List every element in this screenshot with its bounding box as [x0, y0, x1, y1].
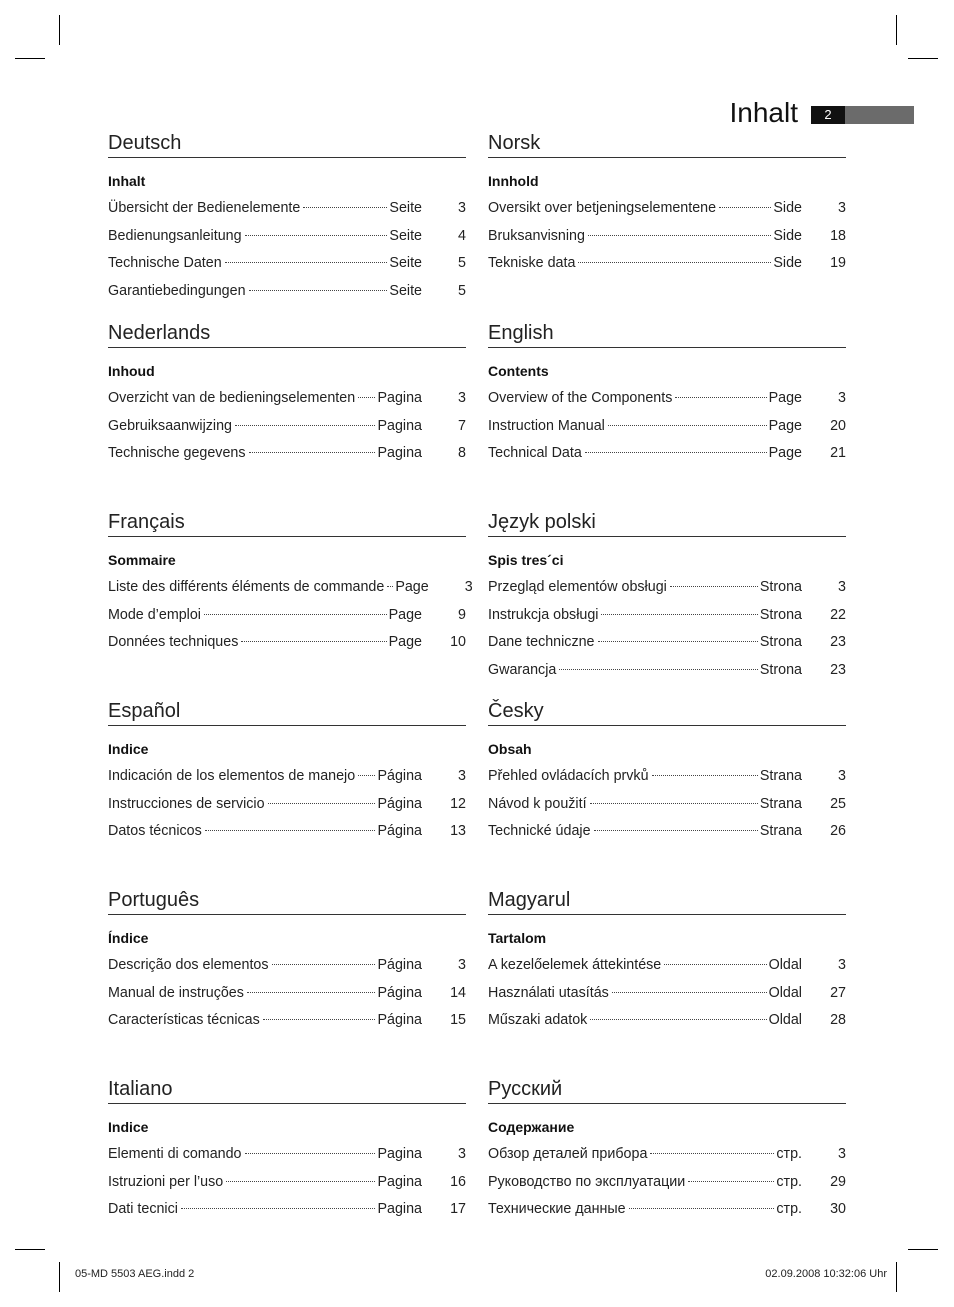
entry-page-label: Side — [773, 255, 802, 271]
entry-title: Technische gegevens — [108, 445, 246, 461]
dot-leader — [629, 1208, 775, 1209]
section-subheading: Sommaire — [108, 552, 176, 568]
entry-title: Руководство по эксплуатации — [488, 1173, 686, 1190]
entry-title: Dane techniczne — [488, 634, 595, 650]
entry-title: Características técnicas — [108, 1012, 260, 1028]
dot-leader — [578, 262, 771, 263]
toc-entry — [108, 1007, 466, 1035]
dot-leader — [387, 586, 393, 587]
entry-page-label: Página — [377, 957, 422, 973]
dot-leader — [608, 425, 767, 426]
section-subheading: Tartalom — [488, 930, 547, 946]
entry-page-number: 13 — [450, 823, 466, 839]
section-heading: English — [488, 320, 846, 348]
entry-title: Technische Daten — [108, 255, 222, 271]
entry-title: Datos técnicos — [108, 823, 202, 839]
entry-page-number: 3 — [838, 390, 846, 406]
entry-page-number: 30 — [830, 1201, 846, 1217]
entry-title: Használati utasítás — [488, 984, 609, 1001]
entry-page-label: Page — [768, 417, 802, 434]
toc-entry — [108, 818, 466, 846]
entry-title: Bedienungsanleitung — [108, 227, 242, 244]
section-heading: Norsk — [488, 130, 846, 158]
entry-page-label: Oldal — [768, 1012, 802, 1028]
entry-page-label: Página — [377, 823, 422, 839]
dot-leader — [205, 830, 376, 831]
entry-page-number: 27 — [830, 984, 846, 1001]
entry-page-label: Oldal — [768, 957, 802, 973]
entry-page-label: стр. — [776, 1201, 802, 1217]
entry-page-number: 17 — [450, 1201, 466, 1217]
dot-leader — [303, 207, 387, 208]
entry-title: Technical Data — [488, 445, 582, 461]
crop-mark — [59, 1262, 60, 1292]
entry-page-label: Strona — [759, 606, 802, 623]
crop-mark — [59, 15, 60, 45]
toc-section — [108, 698, 466, 846]
entry-title: Tekniske data — [488, 255, 576, 271]
toc-entry — [108, 250, 466, 278]
entry-page-label: Page — [388, 634, 422, 650]
dot-leader — [650, 1153, 774, 1154]
entry-list — [488, 1141, 846, 1224]
dot-leader — [719, 207, 771, 208]
toc-entry — [108, 629, 466, 657]
entry-list — [108, 763, 466, 846]
toc-entry — [108, 980, 466, 1008]
section-heading: Deutsch — [108, 130, 466, 158]
toc-section — [488, 1076, 846, 1224]
dot-leader — [235, 425, 376, 426]
entry-page-number: 3 — [458, 1146, 466, 1162]
toc-section — [488, 887, 846, 1035]
entry-page-number: 3 — [458, 768, 466, 784]
section-subheading: Innhold — [488, 173, 539, 189]
entry-page-number: 23 — [830, 634, 846, 650]
section-subheading: Indice — [108, 1119, 149, 1135]
entry-title: Bruksanvisning — [488, 227, 585, 244]
toc-entry — [108, 440, 466, 468]
entry-page-label: Side — [773, 227, 802, 244]
entry-list — [488, 952, 846, 1035]
entry-page-number: 5 — [458, 255, 466, 271]
dot-leader — [249, 290, 388, 291]
entry-page-number: 5 — [458, 282, 466, 299]
toc-entry — [108, 385, 466, 413]
toc-section — [488, 698, 846, 846]
entry-page-number: 3 — [458, 200, 466, 216]
toc-entry — [108, 1196, 466, 1224]
toc-entry — [488, 1141, 846, 1169]
entry-page-label: Oldal — [768, 984, 802, 1001]
entry-list — [488, 195, 846, 278]
toc-section — [108, 1076, 466, 1224]
entry-list — [108, 574, 473, 657]
entry-page-number: 22 — [830, 606, 846, 623]
entry-page-label: Page — [395, 579, 429, 595]
entry-title: Обзор деталей прибора — [488, 1146, 648, 1162]
entry-page-number: 3 — [458, 957, 466, 973]
toc-entry — [488, 818, 846, 846]
crop-mark — [896, 1262, 897, 1292]
toc-section — [488, 509, 846, 684]
entry-page-number: 25 — [830, 795, 846, 812]
entry-page-number: 8 — [458, 445, 466, 461]
entry-page-number: 3 — [838, 768, 846, 784]
section-subheading: Indice — [108, 741, 149, 757]
toc-entry — [488, 440, 846, 468]
section-heading: Česky — [488, 698, 846, 726]
entry-page-label: Página — [377, 795, 422, 812]
entry-page-number: 26 — [830, 823, 846, 839]
entry-page-number: 21 — [830, 445, 846, 461]
dot-leader — [358, 397, 375, 398]
dot-leader — [664, 964, 766, 965]
section-subheading: Índice — [108, 930, 149, 946]
section-subheading: Inhalt — [108, 173, 146, 189]
dot-leader — [249, 452, 376, 453]
toc-entry — [488, 980, 846, 1008]
entry-page-number: 9 — [458, 606, 466, 623]
entry-page-label: Pagina — [377, 1173, 422, 1190]
entry-page-number: 19 — [830, 255, 846, 271]
entry-list — [108, 385, 466, 468]
toc-section — [108, 887, 466, 1035]
toc-entry — [488, 250, 846, 278]
entry-title: Технические данные — [488, 1201, 626, 1217]
entry-page-label: стр. — [776, 1146, 802, 1162]
dot-leader — [268, 803, 376, 804]
entry-title: Mode d’emploi — [108, 606, 201, 623]
entry-page-number: 3 — [838, 957, 846, 973]
entry-page-label: Strona — [759, 579, 802, 595]
dot-leader — [204, 614, 387, 615]
toc-entry — [488, 574, 846, 602]
entry-page-label: Pagina — [377, 445, 422, 461]
toc-section — [108, 509, 473, 657]
entry-page-number: 3 — [838, 200, 846, 216]
entry-page-number: 10 — [450, 634, 466, 650]
toc-entry — [488, 385, 846, 413]
section-heading: Español — [108, 698, 466, 726]
entry-page-label: стр. — [776, 1173, 802, 1190]
entry-title: Manual de instruções — [108, 984, 244, 1001]
entry-list — [488, 385, 846, 468]
dot-leader — [241, 641, 386, 642]
toc-entry — [488, 791, 846, 819]
entry-title: Instrukcja obsługi — [488, 606, 599, 623]
entry-page-label: Strana — [759, 795, 802, 812]
entry-page-number: 7 — [458, 417, 466, 434]
toc-entry — [488, 1169, 846, 1197]
toc-section — [488, 320, 846, 468]
toc-entry — [488, 952, 846, 980]
dot-leader — [272, 964, 376, 965]
entry-page-label: Página — [377, 984, 422, 1001]
toc-entry — [488, 1196, 846, 1224]
toc-entry — [108, 763, 466, 791]
entry-page-number: 16 — [450, 1173, 466, 1190]
entry-page-label: Page — [768, 445, 802, 461]
dot-leader — [588, 235, 771, 236]
entry-page-label: Strona — [759, 661, 802, 678]
dot-leader — [590, 803, 758, 804]
page-title: Inhalt — [729, 97, 798, 128]
dot-leader — [598, 641, 758, 642]
entry-title: Indicación de los elementos de manejo — [108, 768, 356, 784]
dot-leader — [245, 235, 388, 236]
toc-entry — [108, 413, 466, 441]
dot-leader — [688, 1181, 774, 1182]
entry-page-label: Página — [377, 768, 422, 784]
entry-page-label: Page — [388, 606, 422, 623]
entry-page-label: Pagina — [377, 1146, 422, 1162]
footer-file-info: 05-MD 5503 AEG.indd 2 — [75, 1268, 195, 1280]
section-subheading: Obsah — [488, 741, 532, 757]
entry-page-label: Página — [377, 1012, 422, 1028]
dot-leader — [652, 775, 758, 776]
entry-page-number: 20 — [830, 417, 846, 434]
entry-page-number: 15 — [450, 1012, 466, 1028]
toc-section — [108, 320, 466, 468]
crop-mark — [15, 1249, 45, 1250]
dot-leader — [585, 452, 767, 453]
entry-page-label: Strana — [759, 823, 802, 839]
entry-page-label: Pagina — [377, 1201, 422, 1217]
entry-page-label: Seite — [389, 200, 422, 216]
entry-title: Návod k použití — [488, 795, 587, 812]
toc-section — [488, 130, 846, 278]
toc-entry — [108, 791, 466, 819]
entry-page-number: 4 — [458, 227, 466, 244]
entry-title: Übersicht der Bedienelemente — [108, 200, 301, 216]
entry-page-number: 18 — [830, 227, 846, 244]
section-subheading: Содержание — [488, 1119, 575, 1135]
entry-title: Přehled ovládacích prvků — [488, 768, 649, 784]
entry-title: Gebruiksaanwijzing — [108, 417, 232, 434]
toc-entry — [488, 1007, 846, 1035]
entry-page-number: 3 — [464, 579, 473, 595]
entry-list — [108, 1141, 466, 1224]
dot-leader — [559, 669, 758, 670]
entry-list — [108, 195, 466, 305]
page-number-badge: 2 — [811, 106, 845, 124]
toc-entry — [108, 602, 466, 630]
entry-page-number: 3 — [838, 1146, 846, 1162]
toc-entry — [108, 574, 473, 602]
section-subheading: Spis tres´ci — [488, 552, 564, 568]
entry-title: Instruction Manual — [488, 417, 605, 434]
entry-title: Műszaki adatok — [488, 1012, 588, 1028]
toc-section — [108, 130, 466, 305]
entry-title: Overzicht van de bedieningselementen — [108, 390, 356, 406]
section-heading: Русский — [488, 1076, 846, 1104]
dot-leader — [612, 992, 767, 993]
entry-page-number: 14 — [450, 984, 466, 1001]
entry-list — [488, 574, 846, 684]
entry-page-label: Seite — [389, 255, 422, 271]
toc-entry — [108, 1141, 466, 1169]
crop-mark — [896, 15, 897, 45]
entry-page-number: 12 — [450, 795, 466, 812]
entry-page-number: 29 — [830, 1173, 846, 1190]
entry-page-label: Page — [768, 390, 802, 406]
toc-entry — [488, 413, 846, 441]
dot-leader — [601, 614, 757, 615]
entry-title: Technické údaje — [488, 823, 591, 839]
entry-page-label: Seite — [389, 227, 422, 244]
entry-page-number: 28 — [830, 1012, 846, 1028]
section-subheading: Inhoud — [108, 363, 155, 379]
toc-entry — [488, 657, 846, 685]
crop-mark — [908, 1249, 938, 1250]
dot-leader — [590, 1019, 766, 1020]
entry-title: Liste des différents éléments de commande — [108, 579, 385, 595]
toc-entry — [488, 763, 846, 791]
dot-leader — [594, 830, 758, 831]
crop-mark — [15, 58, 45, 59]
section-heading: Język polski — [488, 509, 846, 537]
entry-page-label: Strona — [759, 634, 802, 650]
dot-leader — [670, 586, 758, 587]
entry-title: Descrição dos elementos — [108, 957, 269, 973]
dot-leader — [358, 775, 375, 776]
entry-page-label: Pagina — [377, 417, 422, 434]
entry-title: Dati tecnici — [108, 1201, 178, 1217]
entry-title: Overview of the Components — [488, 390, 673, 406]
entry-title: A kezelőelemek áttekintése — [488, 957, 662, 973]
entry-title: Elementi di comando — [108, 1146, 242, 1162]
entry-page-label: Seite — [389, 282, 422, 299]
crop-mark — [908, 58, 938, 59]
toc-entry — [488, 602, 846, 630]
section-heading: Nederlands — [108, 320, 466, 348]
dot-leader — [226, 1181, 375, 1182]
toc-entry — [108, 223, 466, 251]
entry-title: Instrucciones de servicio — [108, 795, 265, 812]
toc-entry — [108, 278, 466, 306]
entry-page-label: Strana — [759, 768, 802, 784]
toc-entry — [488, 629, 846, 657]
dot-leader — [675, 397, 766, 398]
entry-title: Données techniques — [108, 634, 239, 650]
entry-title: Istruzioni per l’uso — [108, 1173, 224, 1190]
footer-timestamp: 02.09.2008 10:32:06 Uhr — [765, 1268, 887, 1280]
dot-leader — [225, 262, 388, 263]
section-subheading: Contents — [488, 363, 549, 379]
section-heading: Italiano — [108, 1076, 466, 1104]
toc-entry — [108, 1169, 466, 1197]
entry-page-number: 3 — [458, 390, 466, 406]
toc-entry — [108, 952, 466, 980]
entry-title: Przegląd elementów obsługi — [488, 579, 667, 595]
entry-list — [108, 952, 466, 1035]
entry-title: Gwarancja — [488, 661, 557, 678]
toc-entry — [108, 195, 466, 223]
entry-page-label: Pagina — [377, 390, 422, 406]
entry-page-number: 23 — [830, 661, 846, 678]
dot-leader — [181, 1208, 376, 1209]
section-heading: Français — [108, 509, 466, 537]
toc-entry — [488, 195, 846, 223]
dot-leader — [245, 1153, 376, 1154]
dot-leader — [263, 1019, 376, 1020]
entry-list — [488, 763, 846, 846]
section-heading: Português — [108, 887, 466, 915]
entry-title: Garantiebedingungen — [108, 282, 246, 299]
section-heading: Magyarul — [488, 887, 846, 915]
entry-page-label: Side — [773, 200, 802, 216]
entry-title: Oversikt over betjeningselementene — [488, 200, 717, 216]
dot-leader — [247, 992, 376, 993]
toc-entry — [488, 223, 846, 251]
entry-page-number: 3 — [838, 579, 846, 595]
header-bar — [845, 106, 914, 124]
